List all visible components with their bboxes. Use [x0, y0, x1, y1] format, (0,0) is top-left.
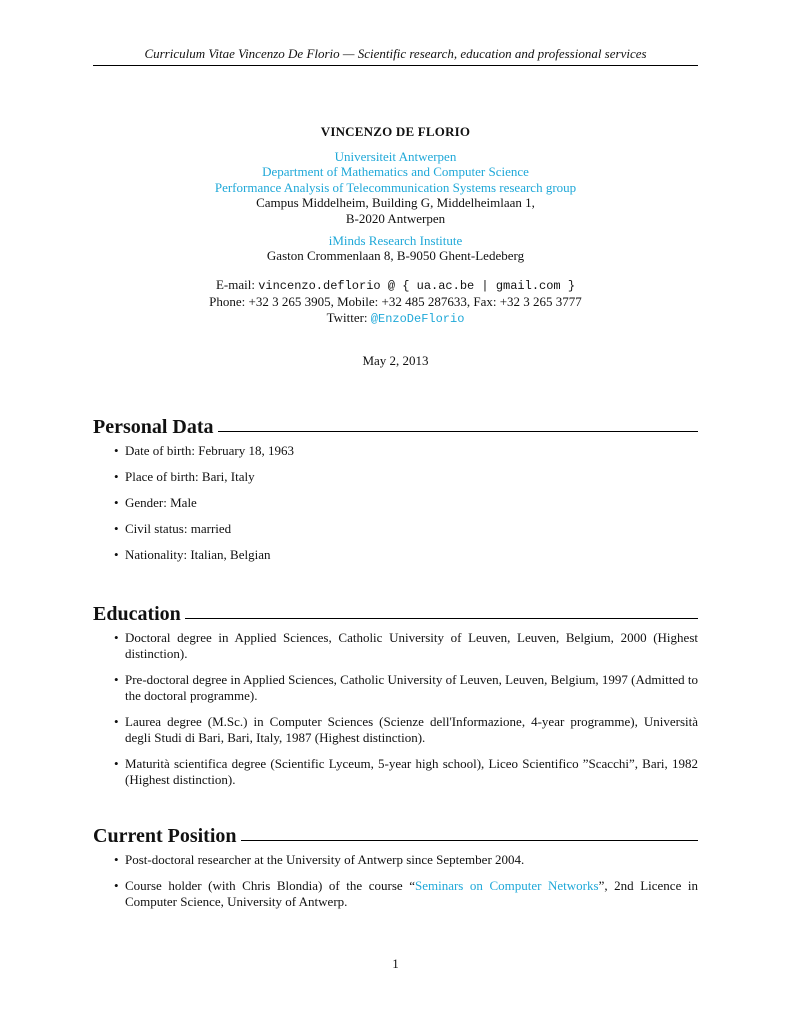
section-title-text: Current Position — [93, 825, 237, 847]
bullet-icon: • — [114, 469, 119, 484]
list-item: • Maturità scientifica degree (Scientific Lyceum, 5-year high school), Liceo Scientifico ”Scacchi”, Bari, 1982 (Highest distinction). — [114, 756, 698, 787]
list-item: • Laurea degree (M.Sc.) in Computer Sciences (Scienze dell'Informazione, 4-year programme), Università degli Studi di Bari, Bari, Italy, 1987 (Highest distinction). — [114, 714, 698, 745]
email-line — [93, 277, 698, 295]
section-title-text: Education — [93, 603, 181, 625]
department-link[interactable]: Department of Mathematics and Computer Science — [262, 164, 529, 180]
education-list — [93, 630, 698, 788]
twitter-label: Twitter: — [326, 309, 368, 325]
personal-data-list — [93, 443, 698, 563]
email-label: E-mail: — [215, 276, 255, 292]
section-rule — [185, 618, 698, 619]
course-link[interactable]: Seminars on Computer Networks — [414, 878, 599, 893]
list-item: • Gender: Male — [114, 495, 197, 510]
university-link[interactable]: Universiteit Antwerpen — [334, 148, 457, 164]
section-title-text: Personal Data — [93, 416, 214, 438]
bullet-icon: • — [114, 521, 119, 536]
phone-line: Phone: +32 3 265 3905, Mobile: +32 485 287633, Fax: +32 3 265 3777 — [209, 294, 582, 310]
cv-header — [93, 124, 698, 368]
page-number: 1 — [392, 956, 399, 971]
bullet-icon: • — [114, 756, 119, 771]
address-line-2: B-2020 Antwerpen — [345, 210, 446, 226]
bullet-icon: • — [114, 547, 119, 562]
list-item: • Doctoral degree in Applied Sciences, Catholic University of Leuven, Leuven, Belgium, 2000 (Highest distinction). — [114, 630, 698, 661]
section-heading — [93, 604, 698, 624]
address-line-1: Campus Middelheim, Building G, Middelheimlaan 1, — [256, 195, 535, 211]
section-heading — [93, 826, 698, 846]
bullet-icon: • — [114, 495, 119, 510]
current-position-section — [93, 826, 698, 920]
section-heading — [93, 417, 698, 437]
twitter-line — [93, 310, 698, 328]
list-item: • Nationality: Italian, Belgian — [114, 547, 271, 562]
list-item: • Course holder (with Chris Blondia) of the course “Seminars on Computer Networks”, 2nd Licence in Computer Science, University of Antwerp. — [114, 878, 699, 909]
personal-data-section — [93, 417, 698, 573]
education-section — [93, 604, 698, 798]
bullet-icon: • — [114, 852, 119, 867]
bullet-icon: • — [114, 714, 119, 729]
bullet-icon: • — [114, 630, 119, 645]
bullet-icon: • — [114, 878, 119, 893]
running-header: Curriculum Vitae Vincenzo De Florio — Scientific research, education and professional services — [93, 46, 698, 66]
section-rule — [218, 431, 698, 432]
list-item: • Pre-doctoral degree in Applied Sciences, Catholic University of Leuven, Leuven, Belgium, 1997 (Admitted to the doctoral programme). — [114, 672, 698, 703]
list-item: • Post-doctoral researcher at the University of Antwerp since September 2004. — [114, 852, 525, 867]
list-item: • Place of birth: Bari, Italy — [114, 469, 255, 484]
bullet-icon: • — [114, 672, 119, 687]
institute-link[interactable]: iMinds Research Institute — [328, 232, 463, 248]
research-group-link[interactable]: Performance Analysis of Telecommunication Systems research group — [214, 179, 577, 195]
current-position-list — [93, 852, 698, 910]
institute-address: Gaston Crommenlaan 8, B-9050 Ghent-Ledeberg — [266, 248, 525, 264]
list-item: • Civil status: married — [114, 521, 232, 536]
section-rule — [241, 840, 698, 841]
bullet-icon: • — [114, 443, 119, 458]
list-item: • Date of birth: February 18, 1963 — [114, 443, 294, 458]
twitter-handle-link[interactable]: @EnzoDeFlorio — [370, 311, 465, 326]
document-date: May 2, 2013 — [362, 352, 429, 368]
author-name: VINCENZO DE FLORIO — [320, 124, 471, 139]
email-address: vincenzo.deflorio @ { ua.ac.be | gmail.com } — [258, 278, 576, 293]
